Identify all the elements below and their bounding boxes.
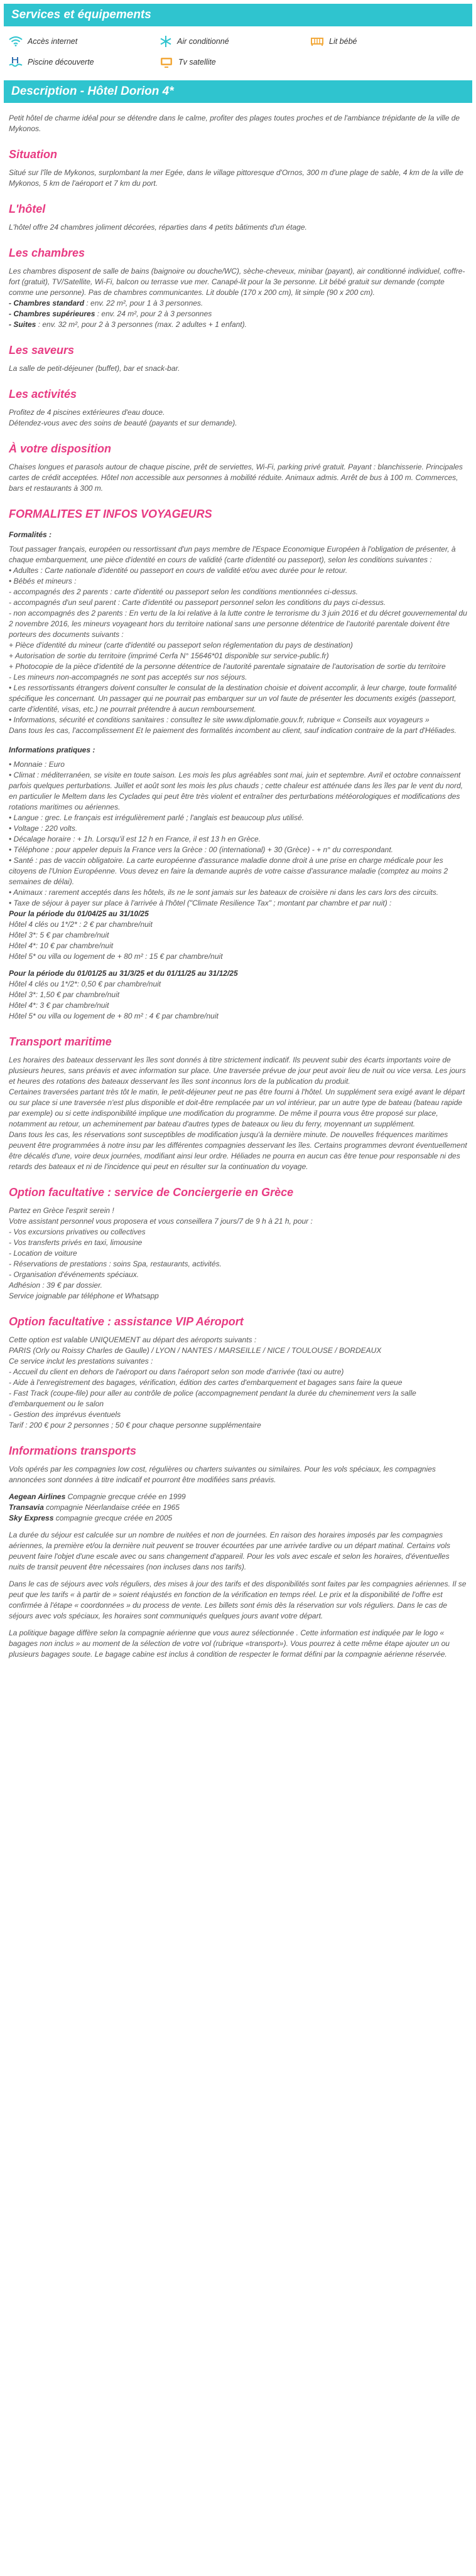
formalites-line: Tout passager français, européen ou ressortissant d'un pays membre de l'Espace Economique Européen à l'obligation de présenter, à chaque embarquement, une pièce d'identité en cours de validité (carte d'identité ou passeport), selon les conditions suivantes : <box>9 545 456 564</box>
equipements-grid <box>0 26 476 72</box>
chambres-line: - Chambres standard : env. 22 m², pour 1 à 3 personnes. <box>9 299 203 307</box>
pratiques-line: • Décalage horaire : + 1h. Lorsqu'il est 12 h en France, il est 13 h en Grèce. <box>9 835 261 843</box>
vip-line: Cette option est valable UNIQUEMENT au départ des aéroports suivants : <box>9 1335 257 1344</box>
equipements-title: Services et équipements <box>4 4 472 26</box>
equipement-label: Tv satellite <box>178 58 216 67</box>
saveurs-text: La salle de petit-déjeuner (buffet), bar et snack-bar. <box>9 364 180 373</box>
equipement-label: Accès internet <box>28 37 78 46</box>
formalites-line: • Informations, sécurité et conditions sanitaires : consultez le site www.diplomatie.gouv.fr, rubrique « Conseils aux voyageurs » <box>9 715 430 724</box>
formalites-line: • Les ressortissants étrangers doivent consulter le consulat de la destination choisie et doivent accomplir, à leur charge, toute formalité spécifique les concernant. Un passager qui ne pourrait pas embarquer sur un vol faute de présenter les documents exigés (passeport, carte d'identité, visas, etc.) ne pourrait prétendre à aucun remboursement. <box>9 683 457 713</box>
conciergerie-line: Votre assistant personnel vous proposera et vous conseillera 7 jours/7 de 9 h à 21 h, pour : <box>9 1217 313 1226</box>
formalites-line: + Pièce d'identité du mineur (carte d'identité ou passeport selon réglementation du pays de destination) <box>9 641 353 649</box>
pratiques-line: Hôtel 4 clés ou 1*/2*: 0,50 € par chambre/nuit <box>9 980 161 988</box>
description-title: Description - Hôtel Dorion 4* <box>4 80 472 103</box>
pool-icon <box>9 56 23 68</box>
pratiques-line: • Voltage : 220 volts. <box>9 824 78 833</box>
hotel-heading: L'hôtel <box>9 203 46 215</box>
pratiques-line: Hôtel 4*: 10 € par chambre/nuit <box>9 941 114 950</box>
pratiques-line: • Animaux : rarement acceptés dans les hôtels, ils ne le sont jamais sur les bateaux de croisière ni dans les cars lors des circuits. <box>9 888 439 897</box>
informations-heading: Informations transports <box>9 1445 137 1457</box>
vip-list <box>9 1335 467 1431</box>
pratiques-line: Hôtel 5* ou villa ou logement de + 80 m² : 4 € par chambre/nuit <box>9 1012 219 1020</box>
crib-icon <box>310 36 324 46</box>
pratiques-line: Pour la période du 01/04/25 au 31/10/25 <box>9 909 149 918</box>
conciergerie-line: Partez en Grèce l'esprit serein ! <box>9 1206 114 1215</box>
airline-line: Transavia compagnie Néerlandaise créée en 1965 <box>9 1503 180 1512</box>
equipement-piscine <box>9 56 160 68</box>
activites-line: Détendez-vous avec des soins de beauté (payants et sur demande). <box>9 419 237 427</box>
pratiques-subheading: Informations pratiques : <box>9 746 95 754</box>
saveurs-heading: Les saveurs <box>9 344 75 356</box>
vip-line: - Accueil du client en dehors de l'aéroport ou dans l'aéroport selon son mode d'arrivée (taxi ou autre) <box>9 1367 344 1376</box>
equipement-label: Lit bébé <box>329 37 357 46</box>
conciergerie-list <box>9 1205 467 1301</box>
formalites-line: Dans tous les cas, l'accomplissement Et le paiement des formalités incombent au client, sauf indication contraire de la part d'Héliades. <box>9 726 457 735</box>
formalites-list <box>9 544 467 736</box>
informations-para: Dans le cas de séjours avec vols réguliers, des mises à jour des tarifs et des disponibilités sont faites par les compagnies aériennes. Il se peut que les tarifs « à partir de » soient réajustés en fonction de la vérification en temps réel. Le prix et la disponibilité de l'offre est confirmée à l'étape « coordonnées » du process de vente. Les billets sont émis dès la réservation sur vols réguliers. Dans le cas de séjours avec vols spéciaux, les horaires sont communiqués quelques jours avant votre départ. <box>9 1579 467 1620</box>
vip-line: PARIS (Orly ou Roissy Charles de Gaulle) / LYON / NANTES / MARSEILLE / NICE / TOULOUSE / BORDEAUX <box>9 1346 382 1355</box>
conciergerie-heading: Option facultative : service de Conciergerie en Grèce <box>9 1186 294 1199</box>
formalites-heading: FORMALITES ET INFOS VOYAGEURS <box>9 508 212 520</box>
transport-para: Certaines traversées partant très tôt le matin, le petit-déjeuner peut ne pas être fourni à l'hôtel. Un supplément sera exigé avant le départ ou sur place si une traversée n'est plus disponible et doit-être remplacée par un vol intérieur, par un autre type de bateau (bateau rapide par exemple) ou si cette indisponibilité implique une modification du programme. De même il pourra vous être proposé sur place, notamment au retour, un acheminement par bateau d'autres types de bateaux ou lieu du ferry, moyennant un supplément. <box>9 1088 465 1128</box>
airline-line: Sky Express compagnie grecque créée en 2005 <box>9 1514 173 1522</box>
transport-heading: Transport maritime <box>9 1035 112 1048</box>
pratiques-line: Hôtel 3*: 5 € par chambre/nuit <box>9 931 109 939</box>
informations-intro: Vols opérés par les compagnies low cost, régulières ou charters suivantes ou similaires. Pour les vols spéciaux, les compagnies annoncées sont données à titre indicatif et pourront être modifiées sans préavis. <box>9 1465 436 1484</box>
formalites-line: + Autorisation de sortie du territoire (imprimé Cerfa N° 15646*01 disponible sur service-public.fr) <box>9 651 329 660</box>
chambres-line: - Chambres supérieures : env. 24 m², pour 2 à 3 personnes <box>9 309 212 318</box>
pratiques-line: • Santé : pas de vaccin obligatoire. La carte européenne d'assurance maladie donne droit à une prise en charge médicale pour les citoyens de l'Union Européenne. Vous devez en faire la demande auprès de votre caisse d'assurance maladie (comptez au moins 2 semaines de délai). <box>9 856 448 886</box>
informations-para: La politique bagage diffère selon la compagnie aérienne que vous aurez sélectionnée . Cette information est indiquée par le logo « bagages non inclus » au moment de la sélection de votre vol (rubrique «transport»). Vous pourrez à cette même étape ajouter un ou plusieurs bagages soute. Le bagage cabine est inclus à condition de respecter le format défini par la compagnie aérienne réservée. <box>9 1628 450 1659</box>
formalites-line: • Adultes : Carte nationale d'identité ou passeport en cours de validité et/ou avec durée pour le retour. <box>9 566 348 575</box>
description-intro: Petit hôtel de charme idéal pour se détendre dans le calme, profiter des plages toutes proches et de l'ambiance trépidante de la ville de Mykonos. <box>9 114 460 133</box>
chambres-text: Les chambres disposent de salle de bains (baignoire ou douche/WC), sèche-cheveux, minibar (payant), air conditionné individuel, coffre-fort (gratuit), TV/Satellite, Wi-Fi, balcon ou terrasse vue mer. Canapé-lit pour la 3e personne. Lit bébé gratuit sur demande (compte comme une personne). Pas de chambres communicantes. Lit double (170 x 200 cm), lit simple (90 x 200 cm). <box>9 267 465 297</box>
equipement-lit-bebe <box>310 35 461 48</box>
activites-heading: Les activités <box>9 388 77 400</box>
formalites-line: - non accompagnés des 2 parents : En vertu de la loi relative à la lutte contre le terrorisme du 3 juin 2016 et du décret gouvernemental du 2 novembre 2016, les mineurs voyageant hors du territoire national sans une personne détentrice de l'autorité parentale doivent être porteurs des documents suivants : <box>9 609 467 639</box>
conciergerie-line: Adhésion : 39 € par dossier. <box>9 1281 102 1290</box>
pratiques-line: Pour la période du 01/01/25 au 31/3/25 et du 01/11/25 au 31/12/25 <box>9 969 238 978</box>
formalites-subheading: Formalités : <box>9 530 52 539</box>
activites-line: Profitez de 4 piscines extérieures d'eau douce. <box>9 408 165 417</box>
hotel-text: L'hôtel offre 24 chambres joliment décorées, réparties dans 4 petits bâtiments d'un étage. <box>9 223 307 232</box>
situation-heading: Situation <box>9 148 57 161</box>
informations-para: La durée du séjour est calculée sur un nombre de nuitées et non de journées. En raison des horaires imposés par les compagnies aériennes, la première et/ou la dernière nuit peuvent se trouver écourtées par une arrivée tardive ou un départ matinal. Certains vols peuvent faire l'objet d'une escale avec ou sans changement d'appareil. Pour les vols avec escale et selon les horaires, d'éventuelles nuits de transit peuvent être nécessaires (non incluses dans nos tarifs). <box>9 1531 451 1571</box>
equipement-label: Air conditionné <box>177 37 229 46</box>
conciergerie-line: - Vos transferts privés en taxi, limousine <box>9 1238 143 1247</box>
tv-icon <box>160 56 173 68</box>
pratiques-line: • Langue : grec. Le français est irrégulièrement parlé ; l'anglais est beaucoup plus utilisé. <box>9 813 305 822</box>
description-content <box>0 113 476 1660</box>
conciergerie-line: - Réservations de prestations : soins Spa, restaurants, activités. <box>9 1259 222 1268</box>
pratiques-line: Hôtel 3*: 1,50 € par chambre/nuit <box>9 990 120 999</box>
pratiques-line <box>9 962 467 968</box>
pratiques-line: • Climat : méditerranéen, se visite en toute saison. Les mois les plus agréables sont mai, juin et septembre. Avril et octobre connaissent parfois quelques perturbations. Juillet et août sont les mois les plus chauds ; cette chaleur est atténuée dans les îles par le vent du nord, en particulier le Meltem dans les Cyclades qui peut être très violent et entraîner des perturbations météorologiques et modifications des rotations maritimes ou aériennes. <box>9 771 463 811</box>
airline-line: Aegean Airlines Compagnie grecque créée en 1999 <box>9 1492 186 1501</box>
pratiques-line: Hôtel 5* ou villa ou logement de + 80 m² : 15 € par chambre/nuit <box>9 952 223 961</box>
equipement-tv <box>160 56 310 68</box>
vip-line: - Aide à l'enregistrement des bagages, vérification, édition des cartes d'embarquement et bagages sans faire la queue <box>9 1378 403 1387</box>
disposition-text: Chaises longues et parasols autour de chaque piscine, prêt de serviettes, Wi-Fi, parking privé gratuit. Payant : blanchisserie. Principales cartes de crédit acceptées. Hôtel non accessible aux personnes à mobilité réduite. Animaux admis. Arrêt de bus à 100 m. Commerces, bars et restaurants à 300 m. <box>9 462 463 493</box>
formalites-line: - Les mineurs non-accompagnés ne sont pas acceptés sur nos séjours. <box>9 673 247 681</box>
chambres-heading: Les chambres <box>9 247 85 259</box>
transport-para: Les horaires des bateaux desservant les îles sont donnés à titre strictement indicatif. Ils peuvent subir des écarts importants voire de plusieurs heures, sans préavis et avec information sur place. Une traversée prévue de jour peut avoir lieu de nuit ou vice versa. Les jours et heures des rotations des bateaux desservant les îles sont inconnus lors de la publication du produit. <box>9 1056 466 1086</box>
conciergerie-line: - Location de voiture <box>9 1249 77 1258</box>
vip-heading: Option facultative : assistance VIP Aéroport <box>9 1315 244 1328</box>
equipement-label: Piscine découverte <box>28 58 94 67</box>
wifi-icon <box>9 36 23 46</box>
formalites-line: - accompagnés des 2 parents : carte d'identité ou passeport selon les conditions mentionnées ci-dessus. <box>9 587 358 596</box>
formalites-line: • Bébés et mineurs : <box>9 577 77 585</box>
chambres-line: - Suites : env. 32 m², pour 2 à 3 personnes (max. 2 adultes + 1 enfant). <box>9 320 247 329</box>
pratiques-line: • Taxe de séjour à payer sur place à l'arrivée à l'hôtel ("Climate Resilience Tax" ; montant par chambre et par nuit) : <box>9 899 392 907</box>
conciergerie-line: - Vos excursions privatives ou collectives <box>9 1227 146 1236</box>
transport-para: Dans tous les cas, les réservations sont susceptibles de modification jusqu'à la dernière minute. De nouvelles fréquences maritimes peuvent être programmées à notre insu par les différentes compagnies desservant les îles. Certains programmes devront éventuellement être décalés d'une, voire deux journées, modifiant ainsi leur ordre. Héliades ne pourra en aucun cas être tenue pour responsable ni des retards des bateaux et ni de l'incidence qui peut en résulter sur la continuation du voyage. <box>9 1130 467 1171</box>
conciergerie-line: Service joignable par téléphone et Whatsapp <box>9 1291 159 1300</box>
pratiques-line: Hôtel 4*: 3 € par chambre/nuit <box>9 1001 109 1010</box>
pratiques-line: • Téléphone : pour appeler depuis la France vers la Grèce : 00 (international) + 30 (Grèce) - + n° du correspondant. <box>9 845 393 854</box>
snowflake-icon <box>160 35 172 48</box>
equipement-wifi <box>9 35 160 48</box>
vip-line: - Gestion des imprévus éventuels <box>9 1410 121 1419</box>
disposition-heading: À votre disposition <box>9 442 112 455</box>
vip-line: Ce service inclut les prestations suivantes : <box>9 1357 153 1365</box>
conciergerie-line: - Organisation d'événements spéciaux. <box>9 1270 139 1279</box>
pratiques-line: • Monnaie : Euro <box>9 760 65 769</box>
vip-line: Tarif : 200 € pour 2 personnes ; 50 € pour chaque personne supplémentaire <box>9 1421 261 1430</box>
pratiques-list <box>9 759 467 1022</box>
situation-text: Situé sur l'île de Mykonos, surplombant la mer Egée, dans le village pittoresque d'Ornos, 300 m d'une plage de sable, 4 km de la ville de Mykonos, 5 km de l'aéroport et 7 km du port. <box>9 168 463 188</box>
pratiques-line: Hôtel 4 clés ou 1*/2* : 2 € par chambre/nuit <box>9 920 153 929</box>
vip-line: - Fast Track (coupe-file) pour aller au contrôle de police (accompagnement pendant la durée du cheminement vers la salle d'embarquement ou le salon <box>9 1389 416 1408</box>
formalites-line: + Photocopie de la pièce d'identité de la personne détentrice de l'autorité parentale signataire de l'autorisation de sortie du territoire <box>9 662 446 671</box>
formalites-line: - accompagnés d'un seul parent : Carte d'identité ou passeport personnel selon les conditions du pays ci-dessus. <box>9 598 386 607</box>
equipement-clim <box>160 35 310 48</box>
